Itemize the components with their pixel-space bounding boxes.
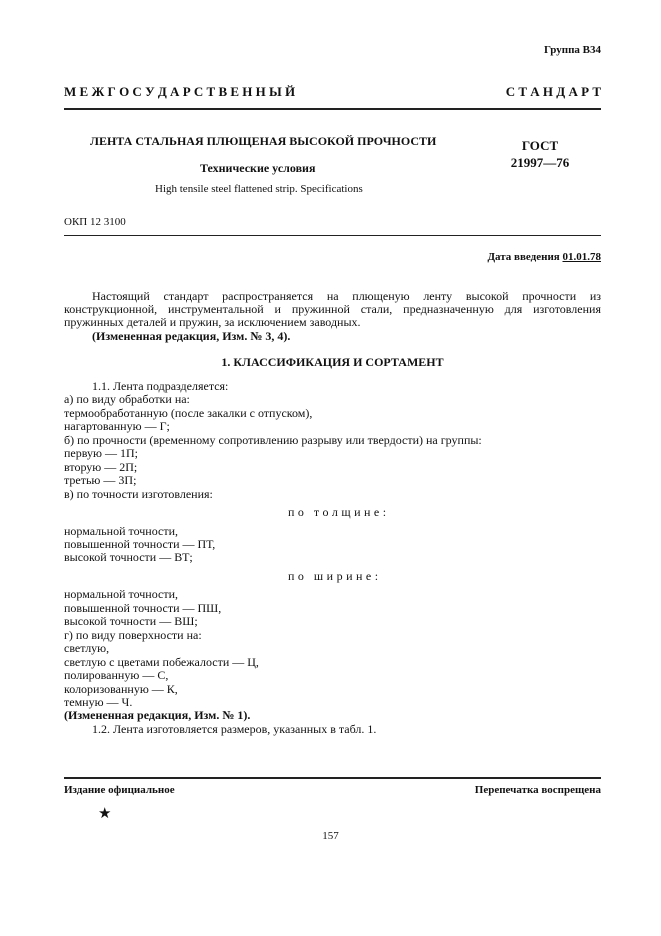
document-title: ЛЕНТА СТАЛЬНАЯ ПЛЮЩЕНАЯ ВЫСОКОЙ ПРОЧНОСТИ (90, 134, 437, 148)
introduction-date (487, 251, 601, 263)
intro-amendment-note: (Измененная редакция, Изм. № 3, 4). (92, 329, 291, 343)
official-edition-label: Издание официальное (64, 784, 175, 796)
interstate-standard-header (64, 84, 601, 100)
body-line: 1.2. Лента изготовляется размеров, указанных в табл. 1. (92, 721, 377, 736)
body-line: первую — 1П; (64, 446, 138, 461)
header-divider (64, 108, 601, 110)
body-line: б) по прочности (временному сопротивлению разрыву или твердости) на группы: (64, 432, 482, 447)
body-line: в) по точности изготовления: (64, 486, 213, 501)
body-line: г) по виду поверхности на: (64, 627, 202, 642)
body-line: вторую — 2П; (64, 459, 138, 474)
body-line: светлую, (64, 641, 110, 656)
reprint-prohibited-label: Перепечатка воспрещена (474, 784, 601, 796)
body-line: светлую с цветами побежалости — Ц, (64, 654, 259, 669)
body-line: повышенной точности — ПШ, (64, 600, 222, 615)
english-title: High tensile steel flattened strip. Specifications (155, 183, 363, 195)
body-line: повышенной точности — ПТ, (64, 536, 216, 551)
body-line: термообработанную (после закалки с отпуском), (64, 405, 313, 420)
header-word-standard: С Т А Н Д А Р Т (505, 84, 601, 99)
intro-paragraph: Настоящий стандарт распространяется на плющеную ленту высокой прочности из конструкционной, инструментальной и пружинной стали, предназначенную для изготовления пружинных деталей и пружин, за исключением заводных. (64, 289, 601, 329)
body-line: а) по виду обработки на: (64, 392, 190, 407)
body-line: полированную — С, (64, 668, 169, 683)
header-word-interstate: М Е Ж Г О С У Д А Р С Т В Е Н Н Ы Й (64, 84, 296, 99)
body-line: нормальной точности, (64, 587, 179, 602)
body-line: нормальной точности, (64, 523, 179, 538)
okp-code: ОКП 12 3100 (64, 216, 126, 228)
body-line: нагартованную — Г; (64, 419, 170, 434)
group-label: Группа В34 (543, 44, 601, 56)
amendment-note: (Измененная редакция, Изм. № 1). (64, 708, 251, 723)
body-subheading-thickness: по толщине: (288, 505, 390, 520)
body-line: 1.1. Лента подразделяется: (92, 379, 229, 393)
document-subtitle: Технические условия (200, 161, 316, 175)
footer-divider (64, 777, 601, 779)
gost-designation (505, 137, 575, 171)
gost-number: 21997—76 (510, 155, 570, 170)
date-label: Дата введения (487, 251, 560, 263)
classification-body (64, 379, 482, 736)
gost-label: ГОСТ (521, 138, 559, 153)
section-heading: 1. КЛАССИФИКАЦИЯ И СОРТАМЕНТ (221, 355, 444, 369)
page-number: 157 (322, 830, 339, 842)
okp-divider (64, 235, 601, 236)
body-line: высокой точности — ВШ; (64, 614, 198, 629)
star-icon: ★ (98, 806, 112, 822)
body-line: темную — Ч. (64, 694, 133, 709)
body-line: высокой точности — ВТ; (64, 550, 193, 565)
body-line: третью — 3П; (64, 473, 137, 488)
body-subheading-width: по ширине: (288, 568, 382, 583)
date-value: 01.01.78 (562, 251, 601, 263)
body-line: колоризованную — К, (64, 681, 178, 696)
